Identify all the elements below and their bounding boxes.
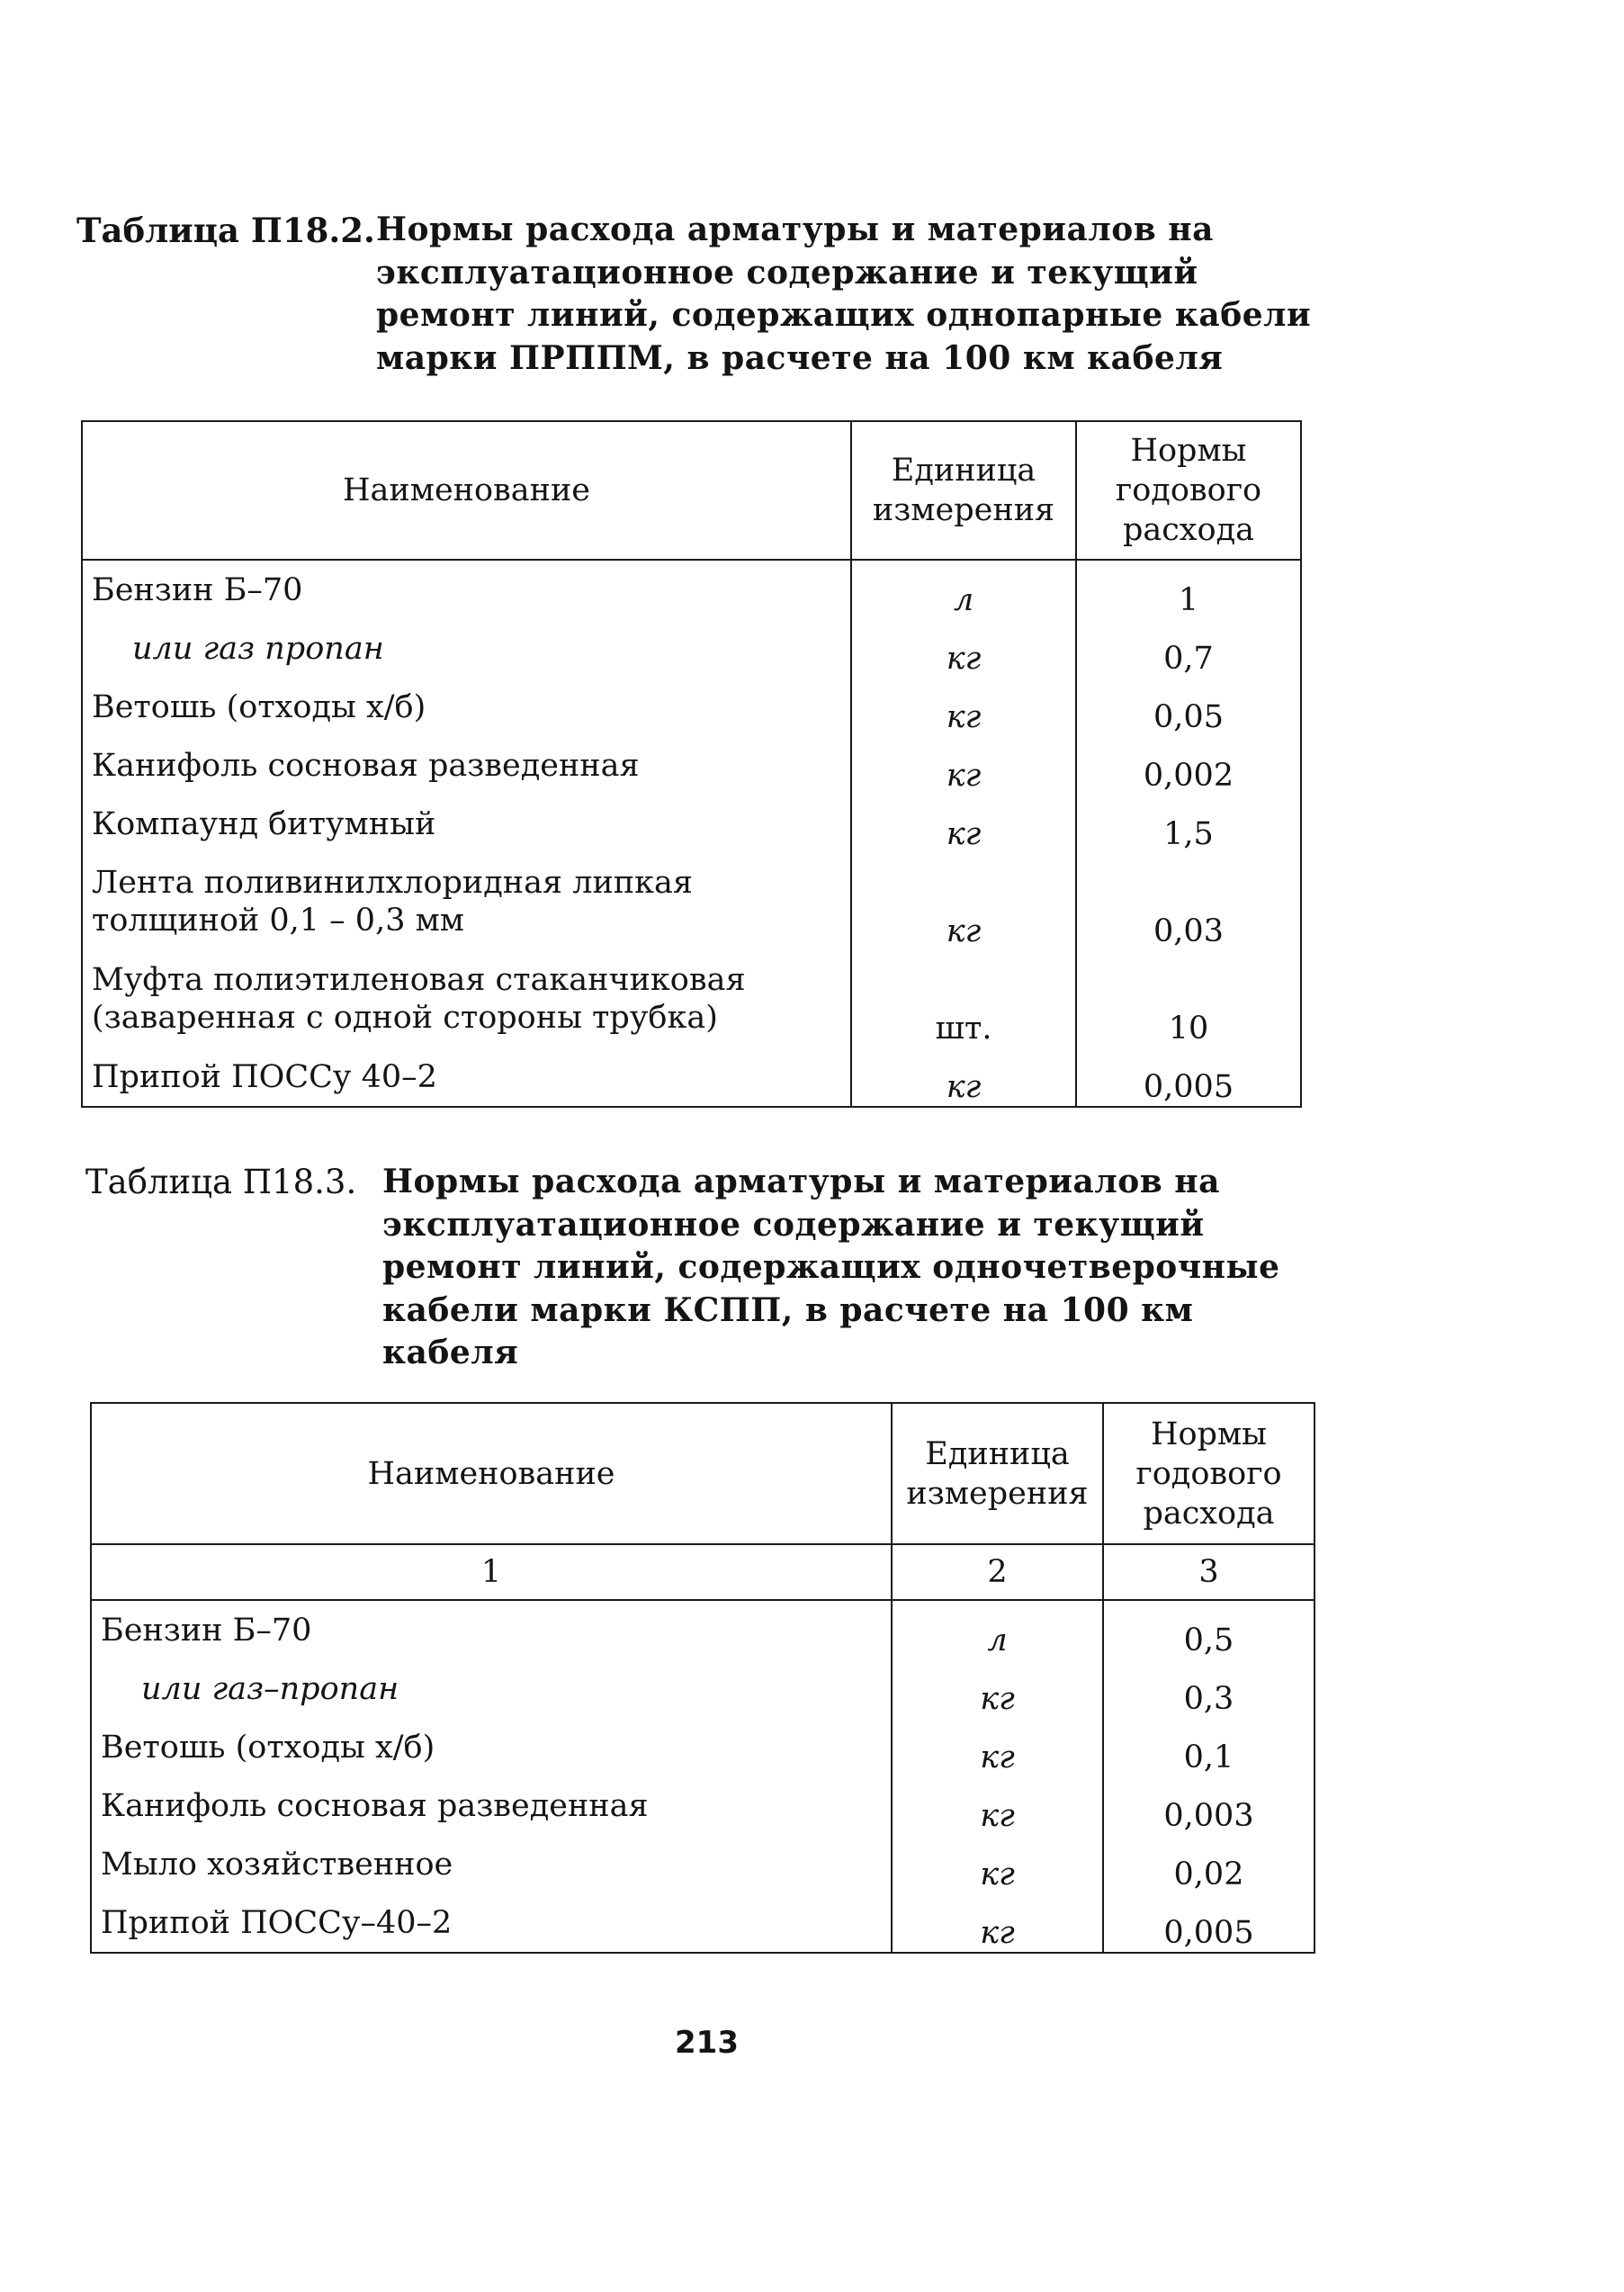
item-value: 0,1 bbox=[1103, 1718, 1314, 1776]
item-unit: шт. bbox=[851, 950, 1076, 1047]
item-value: 0,005 bbox=[1103, 1893, 1314, 1953]
column-number: 1 bbox=[91, 1544, 892, 1600]
table2-header-unit: Единица измерения bbox=[892, 1403, 1103, 1544]
item-name: Припой ПОССу–40–2 bbox=[91, 1893, 892, 1953]
table-row bbox=[82, 795, 1301, 853]
table-row bbox=[91, 1659, 1314, 1718]
table2-caption bbox=[85, 1161, 1280, 1375]
table1-label: Таблица П18.2. bbox=[76, 211, 375, 250]
item-unit: л bbox=[892, 1600, 1103, 1659]
item-unit: кг bbox=[892, 1893, 1103, 1953]
column-number: 3 bbox=[1103, 1544, 1314, 1600]
table2-title-line-5: кабеля bbox=[382, 1334, 519, 1372]
item-value: 0,05 bbox=[1076, 678, 1301, 736]
table-row bbox=[91, 1835, 1314, 1893]
item-name bbox=[82, 950, 851, 1047]
item-unit: кг bbox=[892, 1835, 1103, 1893]
table-row bbox=[82, 853, 1301, 950]
item-value: 0,005 bbox=[1076, 1047, 1301, 1107]
table-row bbox=[91, 1718, 1314, 1776]
table-row bbox=[91, 1776, 1314, 1835]
table1-header-norm: Нормы годового расхода bbox=[1076, 421, 1301, 560]
table-row bbox=[82, 678, 1301, 736]
item-unit: кг bbox=[851, 736, 1076, 795]
table-row bbox=[82, 560, 1301, 619]
item-name: Канифоль сосновая разведенная bbox=[82, 736, 851, 795]
item-value: 0,5 bbox=[1103, 1600, 1314, 1659]
item-name: Ветошь (отходы х/б) bbox=[82, 678, 851, 736]
page-number: 213 bbox=[675, 2025, 739, 2061]
table1 bbox=[81, 420, 1300, 1108]
item-name-line-1: Лента поливинилхлоридная липкая bbox=[92, 865, 693, 901]
table2-header-name: Наименование bbox=[91, 1403, 892, 1544]
item-unit: кг bbox=[851, 1047, 1076, 1107]
item-name: Мыло хозяйственное bbox=[91, 1835, 892, 1893]
table2-title-line-4: кабели марки КСПП, в расчете на 100 км bbox=[382, 1290, 1194, 1329]
table2 bbox=[90, 1402, 1314, 1954]
table2-title-line-1: Нормы расхода арматуры и материалов на bbox=[382, 1163, 1220, 1200]
table1-title-line-1: Нормы расхода арматуры и материалов на bbox=[376, 211, 1214, 248]
table-row bbox=[82, 619, 1301, 678]
item-value: 0,3 bbox=[1103, 1659, 1314, 1718]
item-name: или газ пропан bbox=[82, 619, 851, 678]
item-value: 0,02 bbox=[1103, 1835, 1314, 1893]
table-row bbox=[82, 950, 1301, 1047]
item-unit: л bbox=[851, 560, 1076, 619]
item-name: Бензин Б–70 bbox=[82, 560, 851, 619]
item-unit: кг bbox=[892, 1659, 1103, 1718]
item-value: 0,003 bbox=[1103, 1776, 1314, 1835]
item-value: 1,5 bbox=[1076, 795, 1301, 853]
item-name-line-2: (заваренная с одной стороны трубка) bbox=[92, 1000, 718, 1036]
table-row bbox=[82, 1047, 1301, 1107]
table1-header-name: Наименование bbox=[82, 421, 851, 560]
table-row bbox=[91, 1893, 1314, 1953]
item-unit: кг bbox=[851, 853, 1076, 950]
table1-title-line-2: эксплуатационное содержание и текущий bbox=[376, 253, 1198, 292]
table-row bbox=[82, 736, 1301, 795]
item-unit: кг bbox=[892, 1776, 1103, 1835]
item-name: Компаунд битумный bbox=[82, 795, 851, 853]
item-name: Ветошь (отходы х/б) bbox=[91, 1718, 892, 1776]
item-value: 0,002 bbox=[1076, 736, 1301, 795]
table1-header-unit: Единица измерения bbox=[851, 421, 1076, 560]
item-unit: кг bbox=[851, 619, 1076, 678]
table-row bbox=[91, 1600, 1314, 1659]
item-name: Бензин Б–70 bbox=[91, 1600, 892, 1659]
item-value: 1 bbox=[1076, 560, 1301, 619]
table1-caption bbox=[76, 209, 1311, 380]
table1-title-line-3: ремонт линий, содержащих однопарные кабели bbox=[376, 296, 1312, 335]
item-value: 0,7 bbox=[1076, 619, 1301, 678]
table2-title-line-3: ремонт линий, содержащих одночетверочные bbox=[382, 1248, 1280, 1287]
item-name: или газ–пропан bbox=[91, 1659, 892, 1718]
table2-label: Таблица П18.3. bbox=[85, 1163, 357, 1201]
item-name-line-1: Муфта полиэтиленовая стаканчиковая bbox=[92, 962, 746, 998]
table2-header-norm: Нормы годового расхода bbox=[1103, 1403, 1314, 1544]
table2-title-line-2: эксплуатационное содержание и текущий bbox=[382, 1205, 1205, 1244]
item-unit: кг bbox=[892, 1718, 1103, 1776]
column-number: 2 bbox=[892, 1544, 1103, 1600]
item-name: Канифоль сосновая разведенная bbox=[91, 1776, 892, 1835]
table1-title-line-4: марки ПРППМ, в расчете на 100 км кабеля bbox=[376, 338, 1224, 377]
table2-header-row bbox=[91, 1403, 1314, 1544]
item-value: 0,03 bbox=[1076, 853, 1301, 950]
item-unit: кг bbox=[851, 678, 1076, 736]
item-unit: кг bbox=[851, 795, 1076, 853]
item-name bbox=[82, 853, 851, 950]
item-name: Припой ПОССу 40–2 bbox=[82, 1047, 851, 1107]
item-value: 10 bbox=[1076, 950, 1301, 1047]
table2-column-numbers bbox=[91, 1544, 1314, 1600]
table1-header-row bbox=[82, 421, 1301, 560]
item-name-line-2: толщиной 0,1 – 0,3 мм bbox=[92, 903, 465, 939]
